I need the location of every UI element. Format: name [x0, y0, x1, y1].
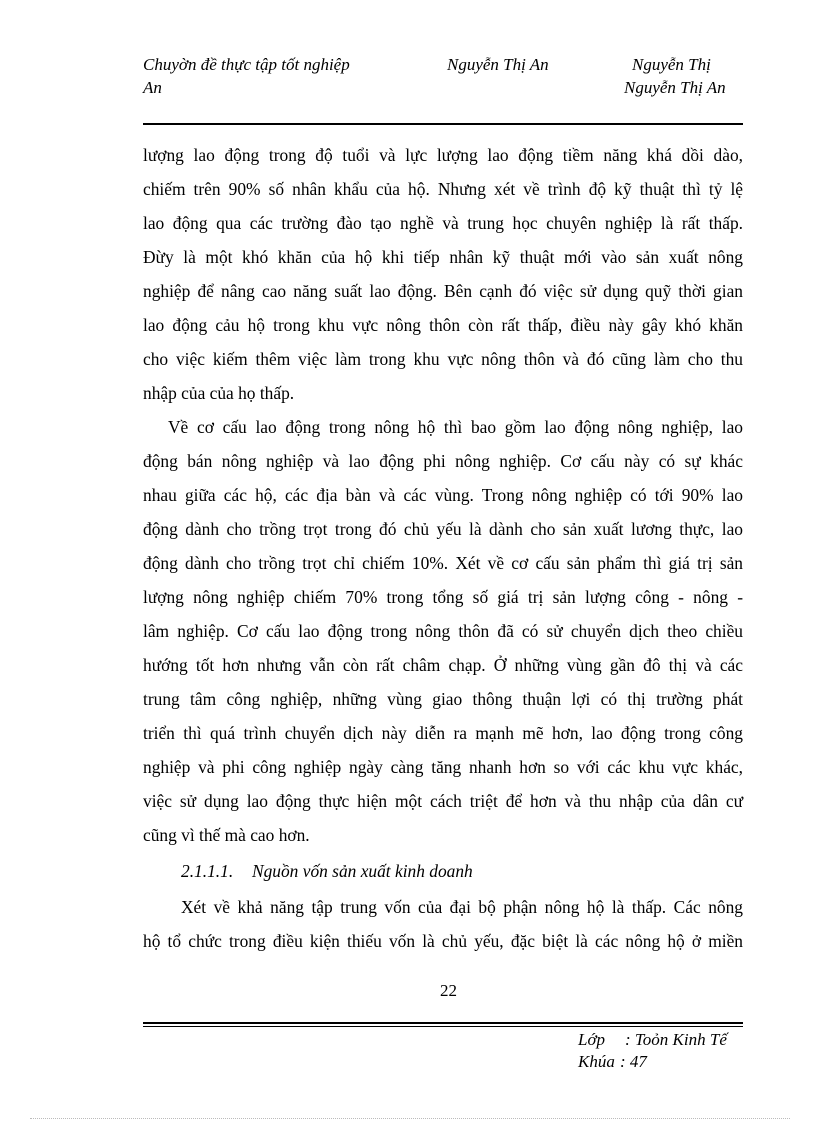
section-heading: Nguồn vốn sản xuất kinh doanh [252, 861, 473, 881]
section-number: 2.1.1.1. [181, 861, 234, 881]
page-number: 22 [440, 981, 457, 1000]
footer-class-label: Lớp [578, 1030, 606, 1049]
paragraph-line: chiếm trên 90% số nhân khẩu của hộ. Nhưng xét về trình độ kỹ thuật thì tỷ lệ [143, 179, 743, 199]
paragraph-line: lao động qua các trường đào tạo nghề và trung học chuyên nghiệp là rất thấp. [143, 213, 743, 233]
paragraph-line: Về cơ cấu lao động trong nông hộ thì bao gồm lao động nông nghiệp, lao [168, 417, 743, 437]
header-left-title-cont: An [143, 78, 162, 97]
paragraph-line: nhau giữa các hộ, các địa bàn và các vùng. Trong nông nghiệp có tới 90% lao [143, 485, 743, 505]
paragraph-line: động dành cho trồng trọt chỉ chiếm 10%. Xét về cơ cấu sản phẩm thì giá trị sản [143, 553, 743, 573]
paragraph-line: việc sử dụng lao động thực hiện một cách triệt để hơn và thu nhập của dân cư [143, 791, 743, 811]
paragraph-line: Xét về khả năng tập trung vốn của đại bộ phận nông hộ là thấp. Các nông [181, 897, 743, 917]
paragraph-line: trung tâm công nghiệp, những vùng giao thông thuận lợi có thị trường phát [143, 689, 743, 709]
header-author-right-cont: Nguyễn Thị An [624, 78, 726, 97]
paragraph-line: Đừy là một khó khăn của hộ khi tiếp nhân kỹ thuật mới vào sản xuất nông [143, 247, 743, 267]
paragraph-line: lâm nghiệp. Cơ cấu lao động trong nông thôn đã có sử chuyển dịch theo chiều [143, 621, 743, 641]
paragraph-line: hướng tốt hơn nhưng vẫn còn rất châm chạp. Ở những vùng gần đô thị và các [143, 655, 743, 675]
footer-class-value: : Toỏn Kinh Tế [625, 1030, 727, 1049]
footer-course-value: : 47 [620, 1052, 647, 1071]
paragraph-line: động bán nông nghiệp và lao động phi nông nghiệp. Cơ cấu này có sự khác [143, 451, 743, 471]
paragraph-line: lao động cảu hộ trong khu vực nông thôn còn rất thấp, điều này gây khó khăn [143, 315, 743, 335]
paragraph-line: nghiệp để nâng cao năng suất lao động. Bên cạnh đó việc sử dụng quỹ thời gian [143, 281, 743, 301]
paragraph-line: động dành cho trồng trọt trong đó chủ yếu là dành cho sản xuất lương thực, lao [143, 519, 743, 539]
header-left-title: Chuyờn đề thực tập tốt nghiệp [143, 55, 350, 74]
footer-rule-thin [143, 1026, 743, 1027]
paragraph-line: lượng nông nghiệp chiếm 70% trong tổng số giá trị sản lượng công - nông - [143, 587, 743, 607]
paragraph-line: lượng lao động trong độ tuổi và lực lượng lao động tiềm năng khá dồi dào, [143, 145, 743, 165]
header-author-right: Nguyễn Thị [632, 55, 711, 74]
bottom-dotted-border [30, 1118, 790, 1119]
paragraph-line: cho việc kiếm thêm việc làm trong khu vực nông thôn và đó cũng làm cho thu [143, 349, 743, 369]
footer-course-label: Khúa [578, 1052, 615, 1071]
paragraph-line: triển thì quá trình chuyển dịch này diễn ra mạnh mẽ hơn, lao động trong công [143, 723, 743, 743]
header-author-center: Nguyễn Thị An [447, 55, 549, 74]
paragraph-line: hộ tổ chức trong điều kiện thiếu vốn là chủ yếu, đặc biệt là các nông hộ ở miền [143, 931, 743, 951]
paragraph-line: nghiệp và phi công nghiệp ngày càng tăng nhanh hơn so với các khu vực khác, [143, 757, 743, 777]
header-rule [143, 123, 743, 125]
paragraph-line: cũng vì thế mà cao hơn. [143, 825, 310, 845]
paragraph-line: nhập của của họ thấp. [143, 383, 295, 403]
footer-rule-thick [143, 1022, 743, 1024]
